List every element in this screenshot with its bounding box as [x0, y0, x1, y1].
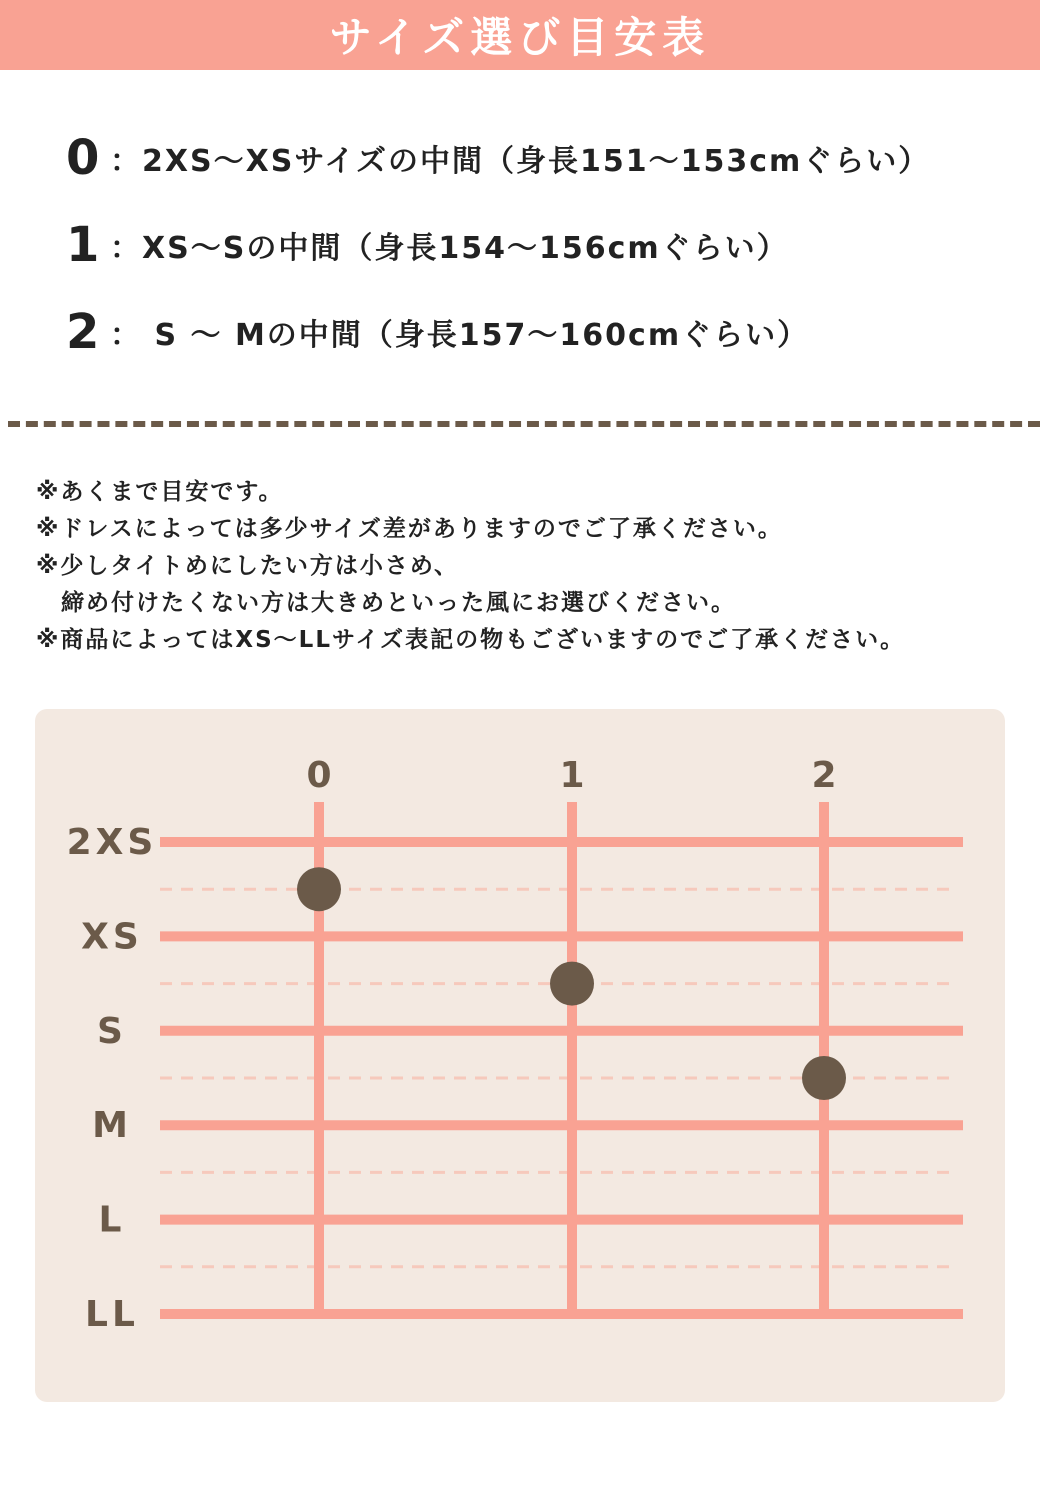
size-number: 0: [66, 130, 100, 186]
y-tick-label: 2XS: [66, 822, 158, 863]
notes: [36, 474, 1026, 659]
x-tick-label: 0: [306, 755, 332, 796]
page-title: サイズ選び目安表: [329, 13, 711, 62]
dashed-divider: [8, 421, 1040, 427]
y-tick-label: L: [98, 1199, 126, 1241]
x-tick-label: 1: [559, 755, 585, 796]
y-tick-label: S: [97, 1010, 127, 1052]
note-line: ※ドレスによっては多少サイズ差がありますのでご了承ください。: [36, 516, 783, 542]
size-list: [66, 128, 1016, 389]
size-chart-panel: [35, 709, 1005, 1402]
note-line: ※少しタイトめにしたい方は小さめ、: [36, 553, 459, 579]
size-description: ： S ～ Mの中間（身長157～160cmぐらい）: [110, 318, 810, 353]
note-line: ※商品によってはXS～LLサイズ表記の物もございますのでご了承ください。: [36, 627, 906, 653]
data-point-0: [297, 867, 341, 911]
size-number: 2: [66, 304, 100, 360]
size-row-2: [66, 302, 1016, 362]
note-line: 締め付けたくない方は大きめといった風にお選びください。: [36, 590, 736, 616]
x-tick-label: 2: [811, 755, 837, 796]
data-point-1: [550, 962, 594, 1006]
data-point-2: [802, 1056, 846, 1100]
size-row-0: [66, 128, 1016, 188]
size-description: ：XS～Sの中間（身長154～156cmぐらい）: [110, 231, 789, 266]
header-bar: [0, 0, 1040, 70]
y-tick-label: XS: [81, 916, 143, 958]
note-line: ※あくまで目安です。: [36, 479, 284, 505]
y-tick-label: LL: [85, 1294, 139, 1335]
size-chart: [35, 709, 1005, 1402]
size-row-1: [66, 215, 1016, 275]
size-description: ：2XS～XSサイズの中間（身長151～153cmぐらい）: [110, 144, 931, 179]
y-tick-label: M: [92, 1105, 132, 1147]
size-number: 1: [66, 217, 100, 273]
